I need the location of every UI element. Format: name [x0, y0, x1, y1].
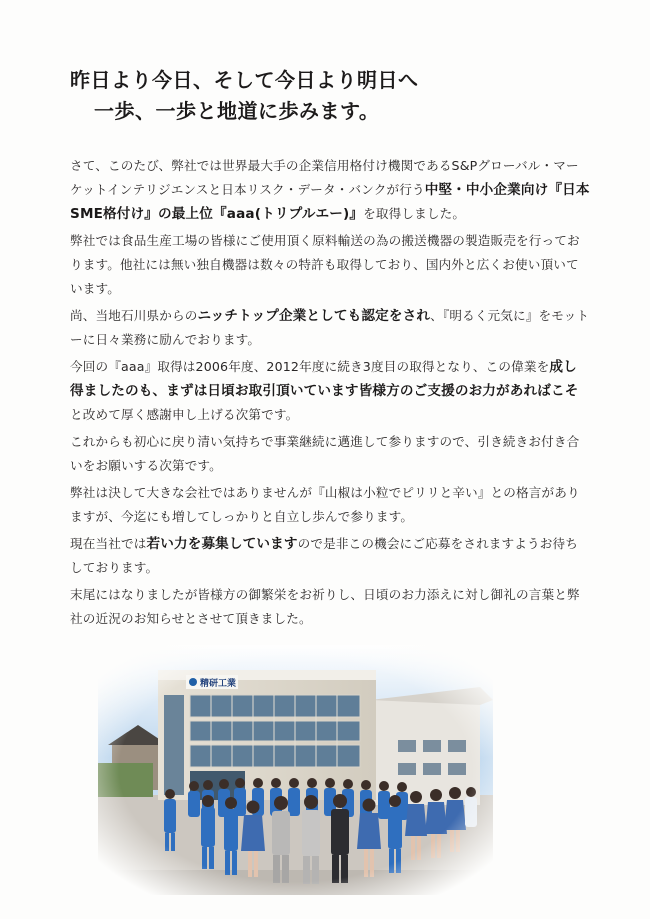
paragraph-text: 弊社では食品生産工場の皆様にご使用頂く原料輸送の為の搬送機器の製造販売を行っております。他社には無い独自機器は数々の特許も取得しており、国内外と広くお使い頂いています。 [70, 233, 580, 296]
paragraph-text: ので是非この機会にご応募をされますようお待ちしております。 [70, 536, 579, 575]
paragraph-text: 弊社は決して大きな会社ではありませんが『山椒は小粒でピリリと辛い』との格言がありますが、今迄にも増してしっかりと自立し歩んで参ります。 [70, 485, 580, 524]
paragraph [70, 430, 590, 478]
paragraph-text: 今回の『aaa』取得は2006年度、2012年度に続き3度目の取得となり、この偉業を [70, 359, 550, 374]
company-group-photo [98, 645, 493, 895]
photo-vignette [98, 645, 493, 895]
page-heading [70, 65, 419, 127]
paragraph-text: 末尾にはなりましたが皆様方の御繁栄をお祈りし、日頃のお力添えに対し御礼の言葉と弊社の近況のお知らせとさせて頂きました。 [70, 587, 580, 626]
paragraph-text: さて、このたび、弊社では世界最大手の企業信用格付け機関であるS&Pグローバル・マーケットインテリジエンスと日本リスク・データ・バンクが行う [70, 158, 579, 197]
paragraph-text: これからも初心に戻り清い気持ちで事業継続に邁進して参りますので、引き続きお付き合いをお願いする次第です。 [70, 434, 580, 473]
paragraph [70, 532, 590, 580]
paragraph-emphasis: 若い力を募集しています [146, 536, 298, 552]
heading-line-1: 昨日より今日、そして今日より明日へ [70, 68, 419, 92]
paragraph [70, 481, 590, 529]
heading-line-2: 一歩、一歩と地道に歩みます。 [94, 99, 380, 123]
paragraph-emphasis: ニッチトップ企業としても認定をされ [197, 308, 431, 324]
paragraph [70, 304, 590, 352]
paragraph [70, 583, 590, 631]
paragraph-text: を取得しました。 [363, 206, 466, 221]
paragraph-emphasis: 中堅・中小企業向け『日本SME格付け』の最上位『aaa(トリプルエー)』 [70, 182, 590, 222]
paragraph-emphasis: 成し得ましたのも、まずは日頃お取引頂いています皆様方のご支援のお力があればこそ [70, 359, 579, 399]
paragraph [70, 154, 590, 226]
paragraph-text: 、『明るく元気に』をモットーに日々業務に励んでおります。 [70, 308, 590, 347]
body-text [70, 154, 590, 634]
paragraph [70, 355, 590, 427]
paragraph-text: 尚、当地石川県からの [70, 308, 198, 323]
paragraph-text: と改めて厚く感謝申し上げる次第です。 [70, 407, 299, 422]
paragraph-text: 現在当社では [70, 536, 147, 551]
paragraph [70, 229, 590, 301]
